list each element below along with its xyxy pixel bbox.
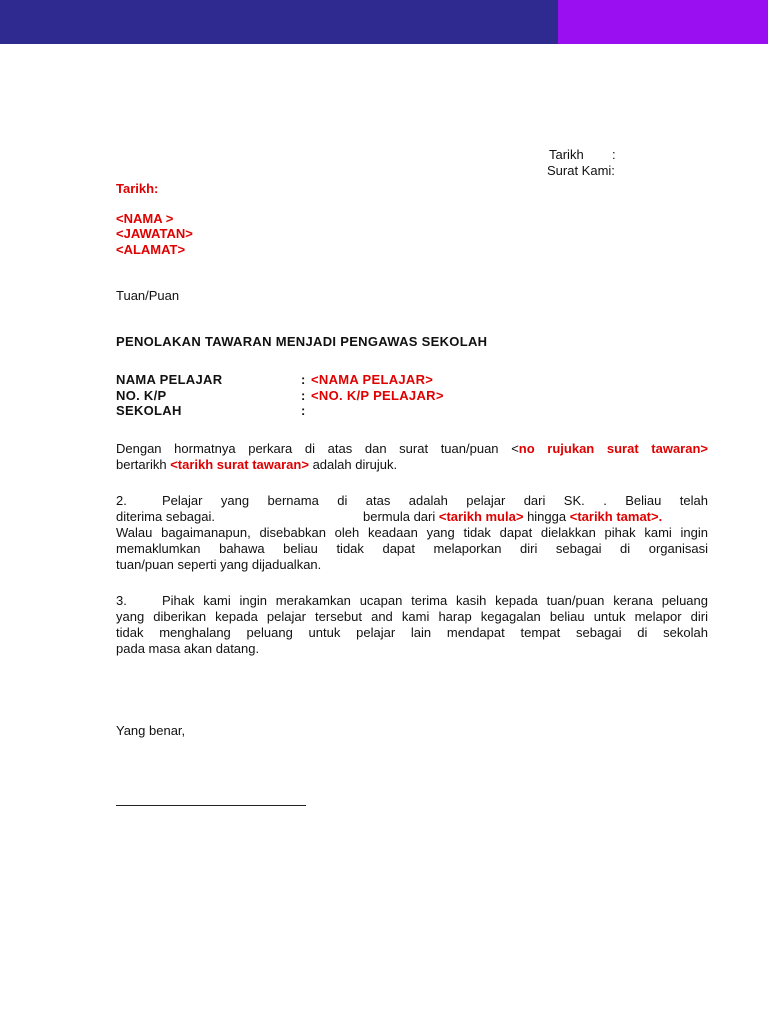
paragraph-3 [116, 593, 708, 657]
para2-number: 2. [116, 493, 127, 508]
field-value-no-kp: <NO. K/P PELAJAR> [311, 388, 444, 403]
signature-line [116, 805, 306, 806]
field-colon: : [301, 403, 306, 418]
para1-date: <tarikh surat tawaran> [170, 457, 309, 472]
field-label-no-kp: NO. K/P [116, 388, 167, 403]
paragraph-line: pada masa akan datang. [116, 641, 260, 656]
paragraph-line: bertarikh <tarikh surat tawaran> adalah dirujuk. [116, 457, 398, 472]
recipient-jawatan: <JAWATAN> [116, 226, 193, 241]
recipient-nama: <NAMA > [116, 211, 174, 226]
para2-start-date: <tarikh mula> [438, 509, 524, 524]
field-colon: : [301, 388, 306, 403]
paragraph-2 [116, 493, 708, 573]
para1-ref: <no rujukan surat tawaran> [511, 441, 709, 456]
header-accent-bar [558, 0, 768, 44]
ref-surat-kami: Surat Kami: [547, 163, 615, 178]
subject-heading: PENOLAKAN TAWARAN MENJADI PENGAWAS SEKOLAH [116, 334, 488, 349]
para1-text: Dengan hormatnya perkara di atas dan surat tuan/puan [116, 441, 499, 456]
field-value-nama-pelajar: <NAMA PELAJAR> [311, 372, 434, 387]
tarikh-field: Tarikh: [116, 181, 159, 196]
paragraph-line: Walau bagaimanapun, disebabkan oleh keadaan yang tidak dapat dielakkan pihak kami ingin [116, 525, 708, 540]
paragraph-line: tuan/puan seperti yang dijadualkan. [116, 557, 322, 572]
para2-end-date: <tarikh tamat>. [569, 509, 663, 524]
paragraph-line: memaklumkan bahawa beliau tidak dapat melaporkan diri sebagai di organisasi [116, 541, 708, 556]
paragraph-line: 3. Pihak kami ingin merakamkan ucapan terima kasih kepada tuan/puan kerana peluang [116, 593, 708, 608]
paragraph-line: 2. Pelajar yang bernama di atas adalah pelajar dari SK. . Beliau telah [116, 493, 708, 508]
paragraph-1 [116, 441, 708, 473]
field-label-sekolah: SEKOLAH [116, 403, 182, 418]
paragraph-line: diterima sebagai. bermula dari <tarikh mula> hingga <tarikh tamat>. [116, 509, 663, 524]
para3-number: 3. [116, 593, 127, 608]
ref-tarikh-label: Tarikh [549, 147, 584, 162]
header-bar [0, 0, 558, 44]
paragraph-line [116, 441, 708, 457]
closing: Yang benar, [116, 723, 186, 738]
salutation: Tuan/Puan [116, 288, 180, 303]
field-colon: : [301, 372, 306, 387]
field-label-nama-pelajar: NAMA PELAJAR [116, 372, 223, 387]
paragraph-line: tidak menghalang peluang untuk pelajar lain mendapat tempat sebagai di sekolah [116, 625, 708, 640]
paragraph-line: yang diberikan kepada pelajar tersebut and kami harap kegagalan beliau untuk melapor diri [116, 609, 708, 624]
recipient-alamat: <ALAMAT> [116, 242, 186, 257]
ref-tarikh-colon: : [612, 147, 616, 162]
